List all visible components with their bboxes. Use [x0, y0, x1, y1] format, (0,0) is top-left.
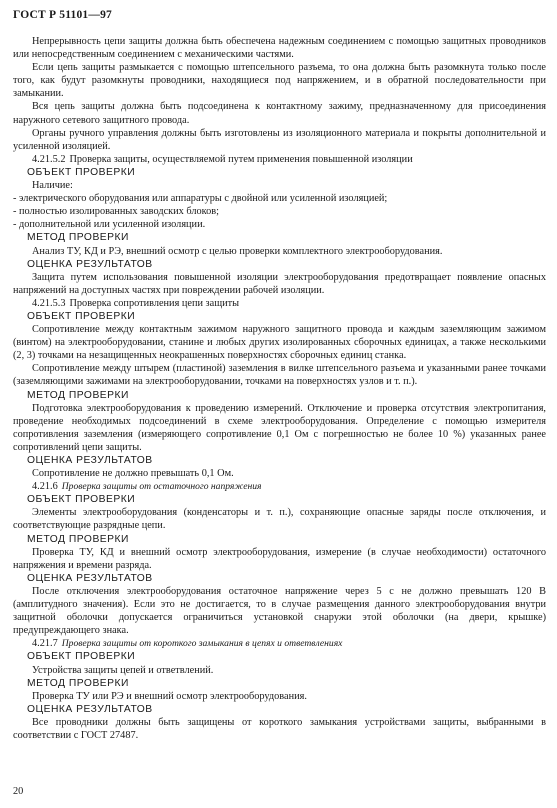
paragraph: Подготовка электрооборудования к проведению измерений. Отключение и проверка отсутствия электропитания, проведение необходимых подсоединений в схеме электрооборудования. Определение с помощью измерителя сопротивления заземления (измеряющего сопротивление 0,1 Ом с погрешностью не более 10 %) указанных ранее сопротивлений цепи защиты. [13, 402, 546, 453]
paragraph: Проверка ТУ, КД и внешний осмотр электрооборудования, измерение (в случае необходимости) остаточного напряжения и времени разряда. [13, 546, 546, 571]
clause-title [13, 179, 546, 192]
paragraph: Органы ручного управления должны быть изготовлены из изоляционного материала и покрыты дополнительной и усиленной изоляцией. [13, 127, 546, 152]
document-body [13, 35, 546, 742]
clause-text: Проверка защиты от короткого замыкания в цепях и ответвлениях [61, 638, 343, 650]
clause-text: Проверка защиты от остаточного напряжения [61, 481, 262, 493]
list-item: - полностью изолированных заводских блоков; [13, 206, 219, 218]
section-heading: ОБЪЕКТ ПРОВЕРКИ [27, 651, 136, 663]
section-heading: ОЦЕНКА РЕЗУЛЬТАТОВ [27, 572, 153, 584]
paragraph: Сопротивление не должно превышать 0,1 Ом. [32, 468, 234, 480]
clause-number: 4.21.7 [32, 638, 58, 650]
clause-title [13, 637, 546, 650]
document-header: ГОСТ Р 51101—97 [13, 9, 112, 21]
section-heading: ОЦЕНКА РЕЗУЛЬТАТОВ [27, 455, 153, 466]
page-number: 20 [13, 786, 24, 797]
section-heading: ОБЪЕКТ ПРОВЕРКИ [27, 166, 136, 178]
clause-text: Проверка сопротивления цепи защиты [69, 297, 240, 309]
section-heading: МЕТОД ПРОВЕРКИ [27, 677, 129, 689]
paragraph: Анализ ТУ, КД и РЭ, внешний осмотр с целью проверки комплектного электрооборудования. [32, 245, 443, 257]
section-heading: ОЦЕНКА РЕЗУЛЬТАТОВ [27, 258, 153, 270]
clause-text: Проверка защиты, осуществляемой путем применения повышенной изоляции [69, 153, 413, 165]
clause-title [13, 297, 546, 310]
paragraph: Если цепь защиты размыкается с помощью штепсельного разъема, то она должна быть разомкнута только после того, как будут разомкнуты проводники, находящиеся под напряжением, и в обратной последовательности при замыкании. [13, 62, 546, 100]
paragraph: Элементы электрооборудования (конденсаторы и т. п.), сохраняющие опасные заряды после отключения, и соответствующие разрядные цепи. [13, 507, 546, 532]
paragraph: Сопротивление между штырем (пластиной) заземления в вилке штепсельного разъема и указанными ранее точками (заземляющими зажимами на электрооборудовании, точками на поверхностях узлов и т. п.). [13, 363, 546, 388]
paragraph: После отключения электрооборудования остаточное напряжение через 5 с не должно превышать 120 В (амплитудного значения). Если это не достигается, то в случае размещения данного электрооборудования внутри защитной оболочки допускается ограничиться установкой снаружи этой оболочки (на двери, крышке) предупреждающего знака. [13, 585, 546, 637]
paragraph: Непрерывность цепи защиты должна быть обеспечена надежным соединением с помощью защитных проводников или непосредственным соединением с механическими частями. [13, 36, 546, 61]
section-heading: ОБЪЕКТ ПРОВЕРКИ [27, 494, 136, 506]
clause-number: 4.21.5.2 [32, 153, 66, 165]
paragraph: Сопротивление между контактным зажимом наружного защитного провода и каждым заземляющим зажимом (винтом) на электрооборудовании, станине и любых других изолированных сборочных единицах, а также несколькими (2, 3) точками на незащищенных неокрашенных поверхностях сборочных единиц станка. [13, 324, 546, 362]
section-heading: МЕТОД ПРОВЕРКИ [27, 533, 129, 545]
list-item: - дополнительной или усиленной изоляции. [13, 219, 206, 231]
clause-number: 4.21.6 [32, 481, 58, 493]
section-heading: МЕТОД ПРОВЕРКИ [27, 389, 129, 401]
section-heading: ОБЪЕКТ ПРОВЕРКИ [27, 310, 136, 322]
paragraph: Защита путем использования повышенной изоляции электрооборудования предотвращает появление опасных напряжений на доступных частях при повреждении рабочей изоляции. [13, 271, 546, 296]
clause-text: Наличие: [32, 180, 73, 192]
paragraph: Все проводники должны быть защищены от короткого замыкания устройствами защиты, выбранными в соответствии с ГОСТ 27487. [13, 716, 546, 741]
paragraph: Проверка ТУ или РЭ и внешний осмотр электрооборудования. [32, 690, 307, 702]
section-heading: МЕТОД ПРОВЕРКИ [27, 232, 129, 244]
clause-title [13, 153, 546, 166]
list-item: - электрического оборудования или аппаратуры с двойной или усиленной изоляцией; [13, 193, 388, 205]
paragraph: Устройства защиты цепей и ответвлений. [32, 664, 214, 676]
paragraph: Вся цепь защиты должна быть подсоединена к контактному зажиму, предназначенному для присоединения наружного сетевого защитного провода. [13, 101, 546, 126]
clause-number: 4.21.5.3 [32, 297, 66, 309]
section-heading: ОЦЕНКА РЕЗУЛЬТАТОВ [27, 703, 153, 715]
clause-title [13, 480, 546, 493]
